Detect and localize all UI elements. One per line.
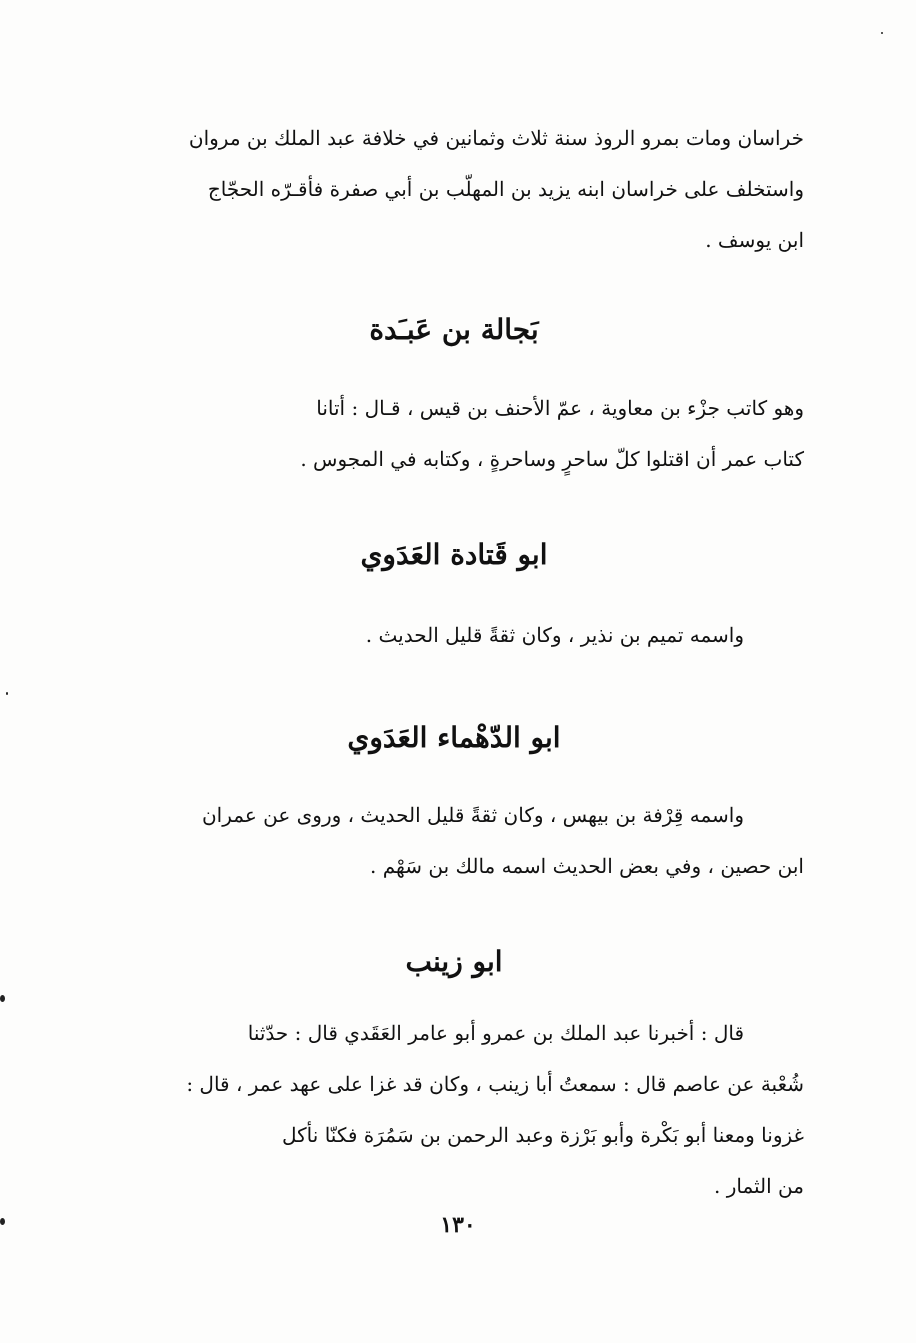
text-line: قال : أخبرنا عبد الملك بن عمرو أبو عامر العَقَدي قال : حدّثنا bbox=[247, 1021, 744, 1045]
qatada-paragraph bbox=[104, 610, 804, 661]
text-line: واسمه تميم بن نذير ، وكان ثقةً قليل الحديث . bbox=[365, 623, 744, 647]
section-heading-bajala: بَجالة بن عَبـَدة bbox=[369, 313, 539, 346]
bajala-paragraph bbox=[104, 383, 804, 485]
text-line: كتاب عمر أن اقتلوا كلّ ساحرٍ وساحرةٍ ، وكتابه في المجوس . bbox=[300, 447, 804, 471]
intro-paragraph bbox=[104, 113, 804, 266]
dahma-paragraph bbox=[104, 790, 804, 892]
text-line: ابن حصين ، وفي بعض الحديث اسمه مالك بن سَهْم . bbox=[369, 854, 804, 878]
section-heading-zaynab: ابو زينب bbox=[405, 945, 503, 978]
scan-speck bbox=[881, 32, 883, 34]
section-heading-dahma: ابو الدّهْماء العَدَوي bbox=[347, 721, 561, 754]
text-line: شُعْبة عن عاصم قال : سمعتُ أبا زينب ، وكان قد غزا على عهد عمر ، قال : bbox=[186, 1072, 804, 1096]
section-heading-qatada: ابو قَتادة العَدَوي bbox=[360, 538, 548, 571]
scan-speck bbox=[0, 995, 5, 1002]
zaynab-paragraph bbox=[104, 1008, 804, 1212]
scan-speck bbox=[6, 692, 8, 695]
text-line: واستخلف على خراسان ابنه يزيد بن المهلّب بن أبي صفرة فأقـرّه الحجّاج bbox=[207, 177, 804, 201]
text-line: ابن يوسف . bbox=[705, 228, 804, 252]
page-number: ١٣٠ bbox=[440, 1212, 476, 1238]
text-line: من الثمار . bbox=[713, 1174, 804, 1198]
scan-speck bbox=[0, 1218, 5, 1225]
text-line: وهو كاتب جزْء بن معاوية ، عمّ الأحنف بن قيس ، قـال : أتانا bbox=[316, 396, 804, 420]
text-line: غزونا ومعنا أبو بَكْرة وأبو بَرْزة وعبد الرحمن بن سَمُرَة فكنّا نأكل bbox=[282, 1123, 804, 1147]
text-line: خراسان ومات بمرو الروذ سنة ثلاث وثمانين في خلافة عبد الملك بن مروان bbox=[188, 126, 804, 150]
text-line: واسمه قِرْفة بن بيهس ، وكان ثقةً قليل الحديث ، وروى عن عمران bbox=[201, 803, 744, 827]
